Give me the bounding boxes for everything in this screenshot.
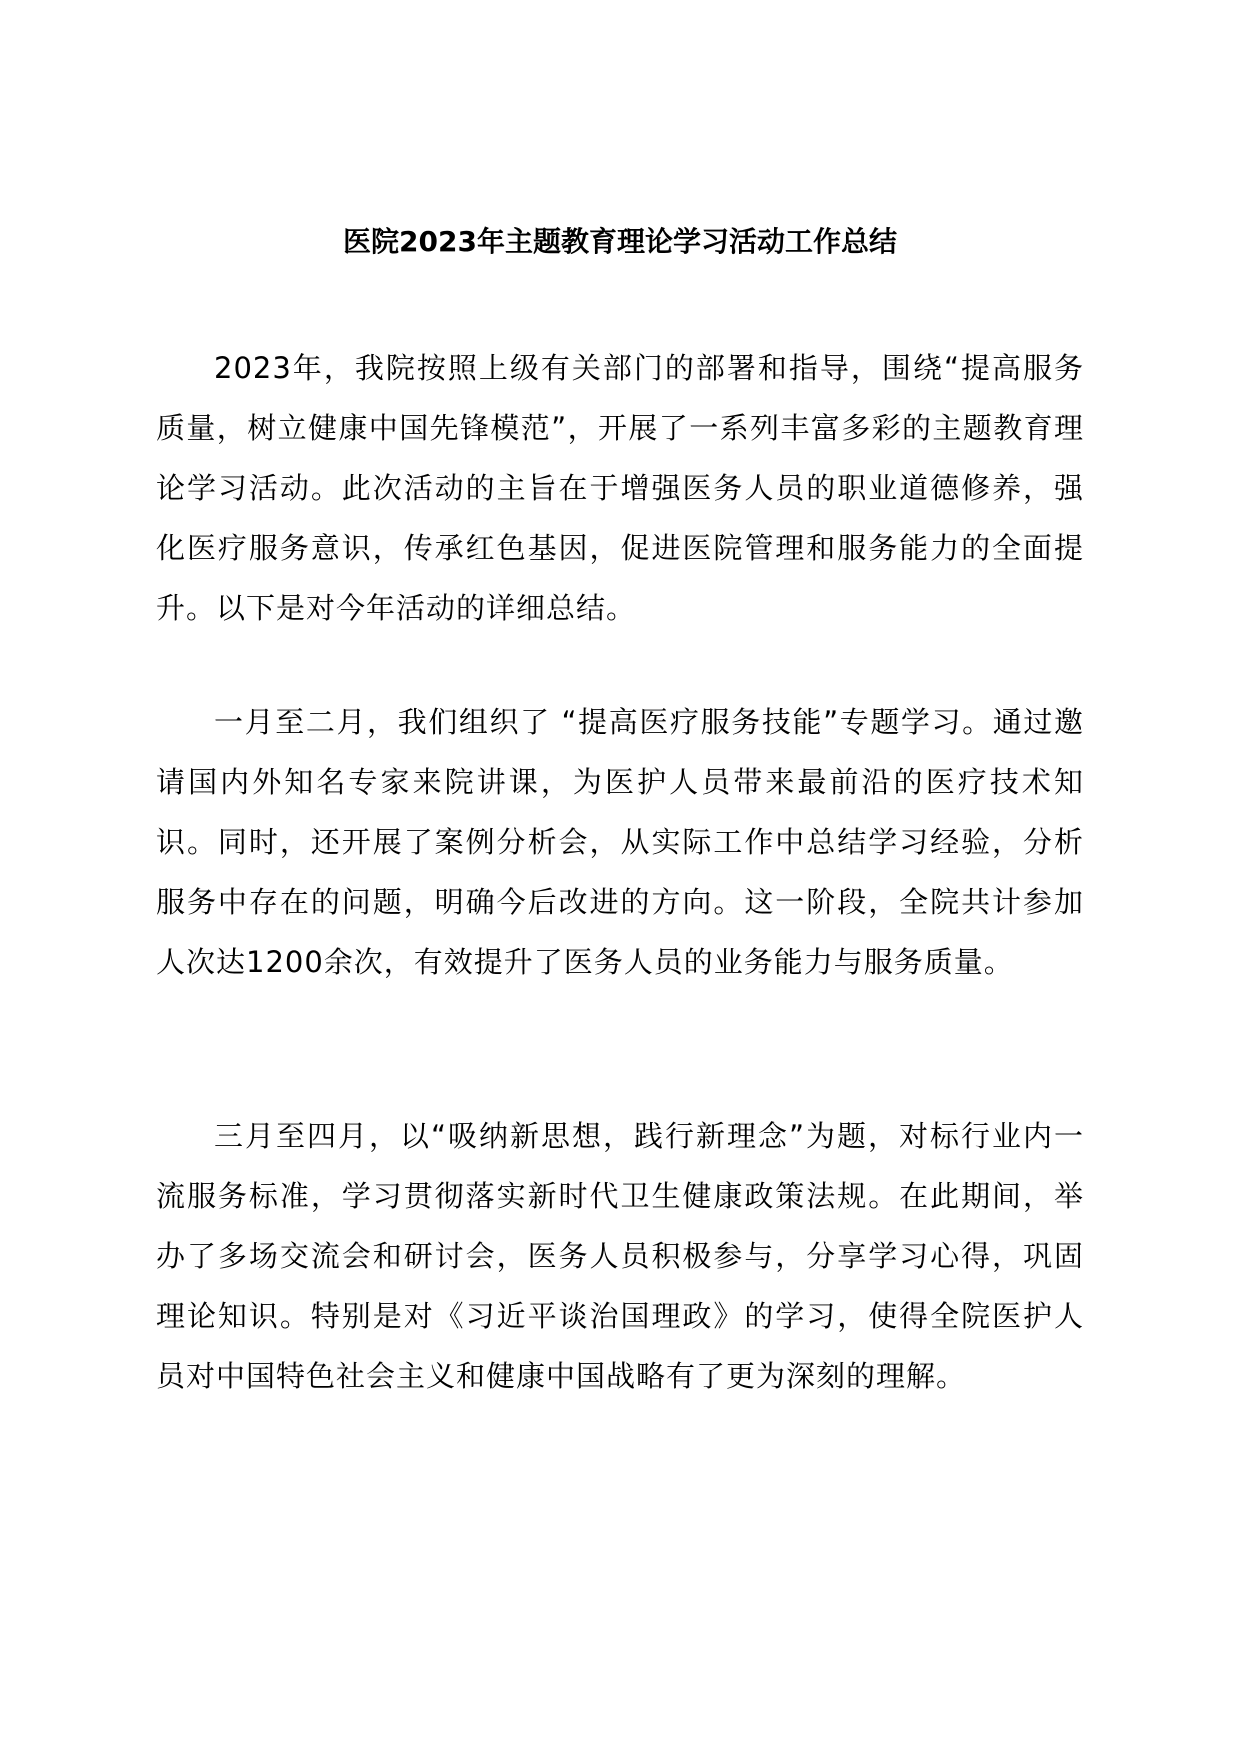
paragraph-mar-apr: 三月至四月，以“吸纳新思想，践行新理念”为题，对标行业内一流服务标准，学习贯彻落实新时代卫生健康政策法规。在此期间，举办了多场交流会和研讨会，医务人员积极参与，分享学习心得，巩固理论知识。特别是对《习近平谈治国理政》的学习，使得全院医护人员对中国特色社会主义和健康中国战略有了更为深刻的理解。 (156, 1119, 1084, 1393)
document-title: 医院2023年主题教育理论学习活动工作总结 (343, 225, 897, 258)
paragraph-intro: 2023年，我院按照上级有关部门的部署和指导，围绕“提高服务质量，树立健康中国先锋模范”，开展了一系列丰富多彩的主题教育理论学习活动。此次活动的主旨在于增强医务人员的职业道德修养，强化医疗服务意识，传承红色基因，促进医院管理和服务能力的全面提升。以下是对今年活动的详细总结。 (156, 351, 1084, 625)
paragraph-jan-feb: 一月至二月，我们组织了 “提高医疗服务技能”专题学习。通过邀请国内外知名专家来院讲课，为医护人员带来最前沿的医疗技术知识。同时，还开展了案例分析会，从实际工作中总结学习经验，分析服务中存在的问题，明确今后改进的方向。这一阶段，全院共计参加人次达1200余次，有效提升了医务人员的业务能力与服务质量。 (156, 705, 1084, 979)
